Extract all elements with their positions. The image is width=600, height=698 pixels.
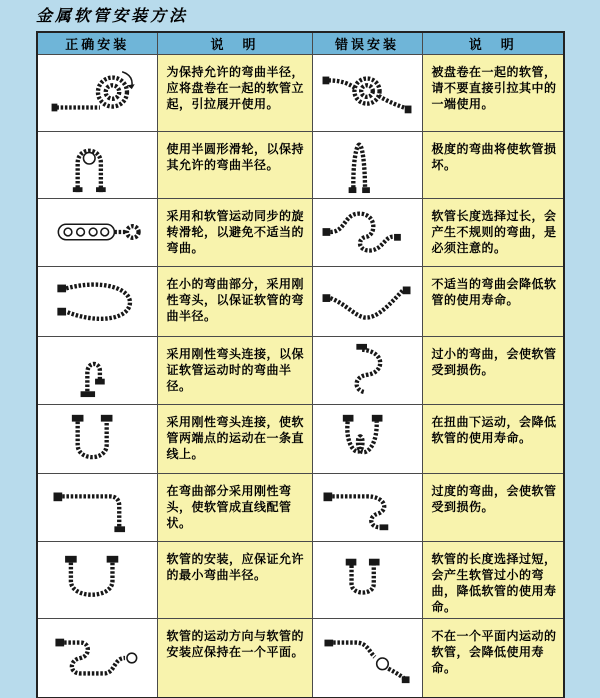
hose-irregular-loop-icon xyxy=(318,203,416,261)
table-row xyxy=(37,266,564,336)
table-row xyxy=(37,618,564,698)
header-correct-desc: 说 明 xyxy=(157,32,312,54)
correct-figure-cell xyxy=(37,541,157,618)
wrong-figure-cell xyxy=(312,266,422,336)
table-row xyxy=(37,404,564,473)
hose-improper-v-bend-icon xyxy=(318,272,416,330)
header-row xyxy=(37,32,564,54)
hose-rigid-elbow-loop-icon xyxy=(44,272,150,330)
wrong-desc: 软管的长度选择过短，会产生软管过小的弯曲，降低软管的使用寿命。 xyxy=(422,541,564,618)
hose-semicircular-pulley-icon xyxy=(44,136,150,194)
wrong-desc: 软管长度选择过长，会产生不规则的弯曲，是必须注意的。 xyxy=(422,198,564,266)
hose-sharp-hairpin-icon xyxy=(318,136,416,194)
correct-desc: 软管的安装，应保证允许的最小弯曲半径。 xyxy=(157,541,312,618)
wrong-figure-cell xyxy=(312,404,422,473)
hose-u-inline-endpoints-icon xyxy=(44,410,150,468)
table-row xyxy=(37,54,564,131)
wrong-figure-cell xyxy=(312,54,422,131)
hose-roller-track-icon xyxy=(44,203,150,261)
correct-figure-cell xyxy=(37,473,157,541)
wrong-desc: 极度的弯曲将使软管损坏。 xyxy=(422,131,564,198)
hose-hook-bend-icon xyxy=(318,341,416,399)
table-row xyxy=(37,131,564,198)
correct-figure-cell xyxy=(37,336,157,404)
table-row xyxy=(37,473,564,541)
wrong-figure-cell xyxy=(312,131,422,198)
header-wrong-install: 错误安装 xyxy=(312,32,422,54)
correct-desc: 在小的弯曲部分，采用刚性弯头，以保证软管的弯曲半径。 xyxy=(157,266,312,336)
correct-desc: 采用和软管运动同步的旋转滑轮，以避免不适当的弯曲。 xyxy=(157,198,312,266)
correct-desc: 软管的运动方向与软管的安装应保持在一个平面。 xyxy=(157,618,312,698)
correct-desc: 采用刚性弯头连接，以保证软管运动时的弯曲半径。 xyxy=(157,336,312,404)
wrong-figure-cell xyxy=(312,198,422,266)
wrong-figure-cell xyxy=(312,541,422,618)
hose-tight-short-u-icon xyxy=(318,551,416,609)
correct-desc: 为保持允许的弯曲半径，应将盘卷在一起的软管立起，引拉展开使用。 xyxy=(157,54,312,131)
wrong-desc: 过度的弯曲，会使软管受到损伤。 xyxy=(422,473,564,541)
wrong-figure-cell xyxy=(312,336,422,404)
wrong-figure-cell xyxy=(312,473,422,541)
hose-coil-pulled-icon xyxy=(318,64,416,122)
hose-out-of-plane-icon xyxy=(318,629,416,687)
table-row xyxy=(37,541,564,618)
table-row xyxy=(37,336,564,404)
table-row xyxy=(37,198,564,266)
correct-figure-cell xyxy=(37,131,157,198)
wrong-desc: 不适当的弯曲会降低软管的使用寿命。 xyxy=(422,266,564,336)
wrong-figure-cell xyxy=(312,618,422,698)
correct-figure-cell xyxy=(37,266,157,336)
correct-desc: 采用刚性弯头连接，使软管两端点的运动在一条直线上。 xyxy=(157,404,312,473)
page-title: 金属软管安装方法 xyxy=(36,8,189,25)
correct-figure-cell xyxy=(37,198,157,266)
installation-table xyxy=(36,31,565,698)
hose-wide-u-icon xyxy=(44,551,150,609)
hose-in-plane-routing-icon xyxy=(44,629,150,687)
correct-desc: 使用半圆形滑轮，以保持其允许的弯曲半径。 xyxy=(157,131,312,198)
hose-straight-elbow-icon xyxy=(44,478,150,536)
hose-overcurled-elbow-icon xyxy=(318,478,416,536)
wrong-desc: 在扭曲下运动，会降低软管的使用寿命。 xyxy=(422,404,564,473)
header-correct-install: 正确安装 xyxy=(37,32,157,54)
hose-elbow-connection-icon xyxy=(44,341,150,399)
hose-twisted-u-icon xyxy=(318,410,416,468)
correct-desc: 在弯曲部分采用刚性弯头，使软管成直线配管状。 xyxy=(157,473,312,541)
header-wrong-desc: 说 明 xyxy=(422,32,564,54)
correct-figure-cell xyxy=(37,54,157,131)
wrong-desc: 不在一个平面内运动的软管，会降低使用寿命。 xyxy=(422,618,564,698)
correct-figure-cell xyxy=(37,618,157,698)
wrong-desc: 被盘卷在一起的软管，请不要直接引拉其中的一端使用。 xyxy=(422,54,564,131)
correct-figure-cell xyxy=(37,404,157,473)
wrong-desc: 过小的弯曲，会使软管受到损伤。 xyxy=(422,336,564,404)
hose-coil-unrolled-icon xyxy=(44,64,150,122)
